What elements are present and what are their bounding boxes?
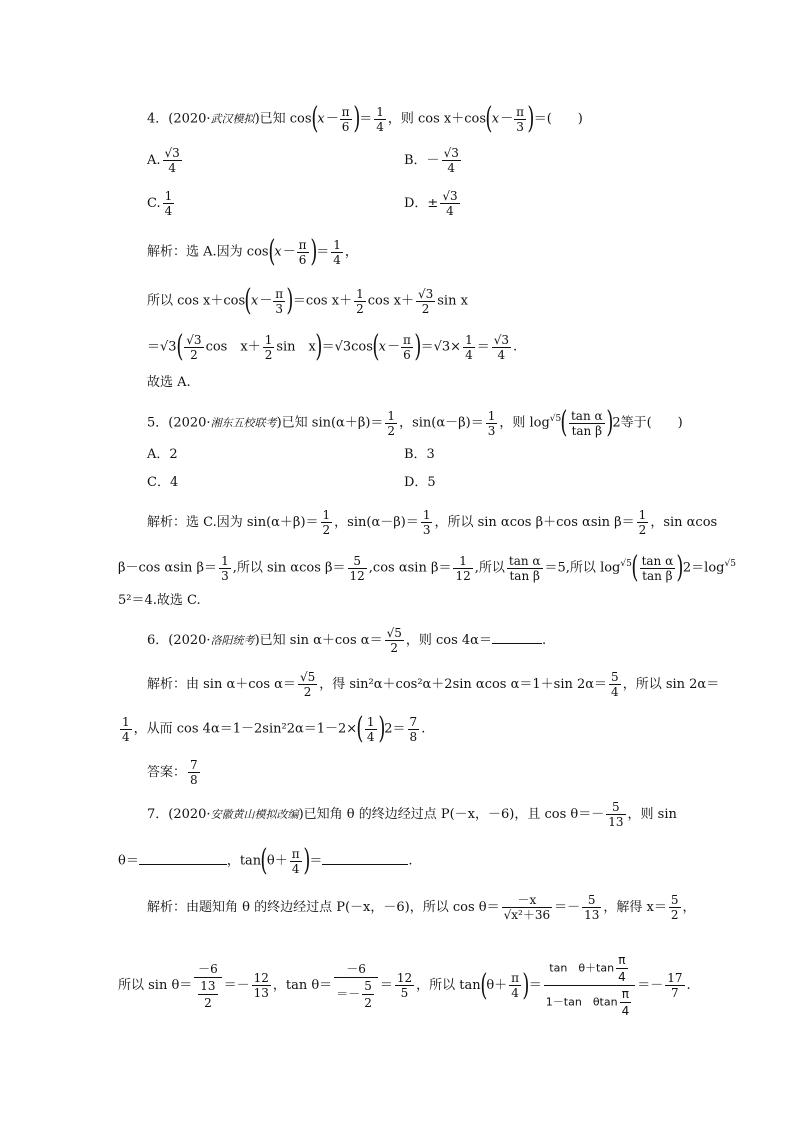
q4-arg2: x－ [491,111,513,127]
q7-stem-text: ，则 sin [627,807,677,822]
solution-text: ,所以 [474,560,505,576]
q7-stem-text: )已知角 θ 的终边经过点 P(－x，－6)，且 cos θ＝－ [298,807,605,822]
paren-left: ( [485,101,493,136]
paren-left: ( [175,329,183,364]
fraction-sqrt3-2: $\frac{√3}{2}$ [417,286,434,316]
solution-text: ＝5,所以 log [544,560,621,576]
solution-text: 解析：由 sin α＋cos α＝ [147,677,296,692]
q7-stem [147,800,677,829]
paren-right: ) [676,550,684,585]
q7-solution-line2 [118,952,691,1019]
fraction-1-4: $\frac{1}{4}$ [333,237,341,267]
q4-stem-text: )已知 cos [254,111,312,127]
fraction-tan-ratio: $\frac{\text{tan α}}{\text{tan β}}$ [508,553,541,583]
solution-text: ，从而 cos 4α＝1－2sin²2α＝1－2× [133,721,358,737]
fraction-1-3: $\frac{1}{3}$ [487,408,496,438]
option-text: B．3 [404,447,435,462]
solution-text: ，sin αcos [650,515,718,530]
solution-text: ，sin(α－β)＝ [334,515,419,530]
solution-text: β－cos αsin β＝ [118,560,218,576]
solution-text: 解析：由题知角 θ 的终边经过点 P(－x，－6)，所以 cos θ＝ [147,900,500,915]
paren-right: ) [309,234,317,269]
paren-left: ( [356,711,364,746]
solution-text: ＝√3× [420,339,462,355]
solution-text: 所以 sin θ＝ [118,978,193,993]
q4-solution-line3 [147,329,518,364]
paren-left: ( [479,967,487,1003]
q6-stem [147,626,546,655]
q6-solution-line1 [147,670,719,699]
fraction-tan-ratio: $\frac{\text{tan α}}{\text{tan β}}$ [641,553,674,583]
log-base: √5 [620,559,632,570]
answer-blank [492,642,542,644]
fraction-1-4: $\frac{1}{4}$ [122,714,130,744]
fraction-pi-6: $\frac{\pi}{6}$ [298,237,307,267]
solution-text: ，得 sin²α＋cos²α＋2sin αcos α＝1＋sin 2α＝ [319,677,608,692]
q4-arg1: x－ [317,111,338,127]
q4-stem [147,101,583,136]
paren-left: ( [310,101,318,136]
fraction-pi-6: $\frac{\pi}{6}$ [341,104,350,134]
period: . [686,978,691,993]
paren-right: ) [302,843,310,878]
q4-arg1: x－ [274,244,295,260]
paren-right: ) [605,405,613,440]
fraction-cos-theta: $\frac{-x}{\text{√x²＋36}}$ [503,893,551,922]
q5-source: 湘东五校联考 [210,416,277,430]
q7-solution-line1 [147,893,696,922]
q5-stem-text: ，则 log [499,415,550,431]
fraction-13-2: $\frac{13}{2}$ [200,978,216,1010]
q4-arg2: x－ [250,293,272,309]
fraction-1-3: $\frac{1}{3}$ [221,553,229,583]
q4-option-a [147,146,184,175]
fraction-tan-theta: －6 ＝－ $\frac{5}{2}$ [334,961,378,1011]
q4-solution-line1 [147,234,358,269]
paren-right: ) [522,967,530,1003]
q5-option-b [404,448,435,461]
fraction-1-2: $\frac{1}{2}$ [264,332,273,362]
fraction-1-2: $\frac{1}{2}$ [387,408,396,438]
paren-right: ) [527,101,535,136]
q4-conclusion [147,376,191,389]
answer-blank-sin [139,863,227,865]
solution-text: 所以 cos x＋cos [147,293,246,309]
q4-arg1: x－ [378,339,399,355]
fraction-1-3: $\frac{1}{3}$ [422,508,431,537]
fraction-sin-theta: $\frac{-6}{\frac{13}{2}}$ [194,961,221,1011]
fraction-sqrt3-4: $\frac{√3}{4}$ [442,189,458,218]
option-label: B．－ [404,153,440,168]
solution-text: ＝√3 [147,339,177,355]
paren-right: ) [352,101,360,136]
q6-stem-text: ，则 cos 4α＝ [405,633,492,648]
q6-stem-prefix: 6．(2020· [147,633,211,648]
q5-stem-text: )已知 sin(α＋β)＝ [276,415,384,431]
equals: ＝ [528,978,542,993]
q7-stem-text: θ＝ [118,853,139,869]
solution-text: 2＝log [682,560,725,576]
fraction-12-13: $\frac{12}{13}$ [253,971,269,1000]
paren-left: ( [560,405,568,440]
fraction-1-2: $\frac{1}{2}$ [322,508,331,537]
equals: ＝ [316,244,330,260]
q4-stem-prefix: 4．(2020· [147,111,211,127]
q7-stem-line2 [118,843,413,878]
fraction-12-5: $\frac{12}{5}$ [396,971,413,1000]
fraction-tan-sum-formula: tan θ＋tan $\frac{\pi}{4}$ 1－tan θtan $\frac{\pi}{4}$ [544,952,635,1019]
fraction-1-4: $\frac{1}{4}$ [164,189,173,218]
fraction-pi-4: $\frac{\pi}{4}$ [618,953,626,984]
fraction-5-13: $\frac{5}{13}$ [584,893,600,922]
solution-text: ，解得 x＝ [603,900,667,915]
fraction-5-2: $\frac{5}{2}$ [670,893,679,922]
q7-stem-text: θ＋ [266,853,288,869]
q5-solution-line3 [118,594,201,607]
q4-answer-parens: ＝( ) [533,111,583,127]
q6-solution-line2 [118,711,426,746]
fraction-sqrt3-4: $\frac{√3}{4}$ [443,146,459,175]
fraction-pi-4: $\frac{\pi}{4}$ [511,971,520,1000]
q5-option-c [147,476,178,489]
q5-solution-line2 [118,550,736,585]
fraction-sqrt5-2: $\frac{√5}{2}$ [299,670,316,699]
fraction-sqrt5-2: $\frac{√5}{2}$ [386,626,402,655]
solution-text: ＝cos x＋ [292,293,353,309]
fraction-5-4: $\frac{5}{4}$ [611,670,619,699]
q6-stem-text: )已知 sin α＋cos α＝ [254,633,383,648]
paren-right: ) [315,329,323,364]
paren-right: ) [286,283,294,318]
paren-left: ( [631,550,639,585]
fraction-1-2: $\frac{1}{2}$ [638,508,647,537]
period: . [541,633,547,648]
option-label: C. [147,196,161,211]
q4-source: 武汉模拟 [210,112,255,126]
fraction-pi-4: $\frac{\pi}{4}$ [621,987,630,1018]
q4-stem-then: ，则 cos x＋cos [387,111,487,127]
solution-text: ,cos αsin β＝ [368,560,452,576]
q6-source: 洛阳统考 [210,634,255,647]
period: . [513,339,518,355]
solution-text: cos x＋ [205,339,261,355]
option-label: D．± [404,196,439,211]
period: . [408,853,413,869]
fraction-pi-4: $\frac{\pi}{4}$ [291,846,300,876]
paren-left: ( [260,843,268,878]
fraction-7-8: $\frac{7}{8}$ [409,714,418,744]
solution-text: 5²＝4.故选 C. [118,593,201,608]
paren-right: ) [377,711,385,746]
fraction-5-2: $\frac{5}{2}$ [364,978,372,1010]
solution-text: θ＋ [486,978,508,993]
q7-stem-prefix: 7．(2020· [147,807,211,822]
solution-text: 2＝ [384,721,406,737]
fraction-sqrt3-4: $\frac{√3}{4}$ [493,332,509,362]
solution-text: ，所以 sin 2α＝ [622,677,720,692]
q5-option-d [404,476,436,489]
equals: ＝ [379,978,393,993]
equals: ＝ [359,111,373,127]
period: . [421,721,426,737]
paren-right: ) [414,329,422,364]
solution-text: ＝－ [637,978,664,993]
q5-solution-line1 [147,508,717,537]
comma: ， [682,900,696,915]
fraction-1-12: $\frac{1}{12}$ [455,553,471,583]
q5-option-a [147,448,178,461]
paren-left: ( [244,283,252,318]
option-text: C．4 [147,475,179,490]
q7-stem-text: ，tan [226,853,262,869]
fraction-1-2: $\frac{1}{2}$ [356,286,364,316]
fraction-1-4: $\frac{1}{4}$ [366,714,375,744]
fraction-17-7: $\frac{17}{7}$ [667,971,683,1000]
fraction-pi-6: $\frac{\pi}{6}$ [403,332,411,362]
fraction-sqrt3-4: $\frac{√3}{4}$ [164,146,180,175]
solution-text: sin x [276,339,316,355]
q5-stem [147,405,683,440]
q5-stem-text: 2等于( ) [612,415,683,431]
q4-option-c [147,189,176,218]
q4-option-b [404,146,463,175]
fraction-pi-3: $\frac{\pi}{3}$ [516,104,524,134]
fraction-1-4: $\frac{1}{4}$ [465,332,473,362]
fraction-sqrt3-2: $\frac{√3}{2}$ [186,332,202,362]
solution-text: ,所以 sin αcos β＝ [232,560,346,576]
answer-label: 答案： [147,765,187,780]
solution-text: ，所以 sin αcos β＋cos αsin β＝ [434,515,635,530]
comma: ， [344,244,358,260]
log-base: √5 [724,559,736,570]
fraction-5-13: $\frac{5}{13}$ [608,800,624,829]
solution-text: ，所以 tan [416,978,481,993]
fraction-1-4: $\frac{1}{4}$ [376,104,384,134]
fraction-7-8: $\frac{7}{8}$ [190,758,198,787]
answer-blank-tan [322,863,408,865]
q6-answer [147,758,202,787]
option-label: A. [147,153,161,168]
q7-source: 安徽黄山模拟改编 [210,808,299,821]
solution-text: 解析：选 C.因为 sin(α＋β)＝ [147,515,319,530]
fraction-5-12: $\frac{5}{12}$ [349,553,365,583]
solution-text: 解析：选 A.因为 cos [147,244,269,260]
q5-stem-text: ，sin(α－β)＝ [399,415,484,431]
solution-text: sin x [437,293,468,309]
solution-text: 故选 A. [147,375,191,390]
log-base: √5 [549,414,562,425]
solution-text: ＝－ [554,900,581,915]
solution-text: ＝－ [223,978,250,993]
option-text: A．2 [147,447,178,462]
equals: ＝ [309,853,323,869]
fraction-pi-3: $\frac{\pi}{3}$ [275,286,284,316]
solution-text: cos x＋ [367,293,414,309]
option-text: D．5 [404,475,436,490]
fraction-tan-ratio: $\frac{\text{tan α}}{\text{tan β}}$ [570,408,603,438]
paren-left: ( [267,234,275,269]
q4-option-d [404,189,462,218]
solution-text: ，tan θ＝ [272,978,333,993]
solution-text: ＝√3cos [321,339,373,355]
q4-solution-line2 [147,283,468,318]
q5-stem-prefix: 5．(2020· [147,415,211,431]
equals: ＝ [476,339,490,355]
paren-left: ( [372,329,380,364]
